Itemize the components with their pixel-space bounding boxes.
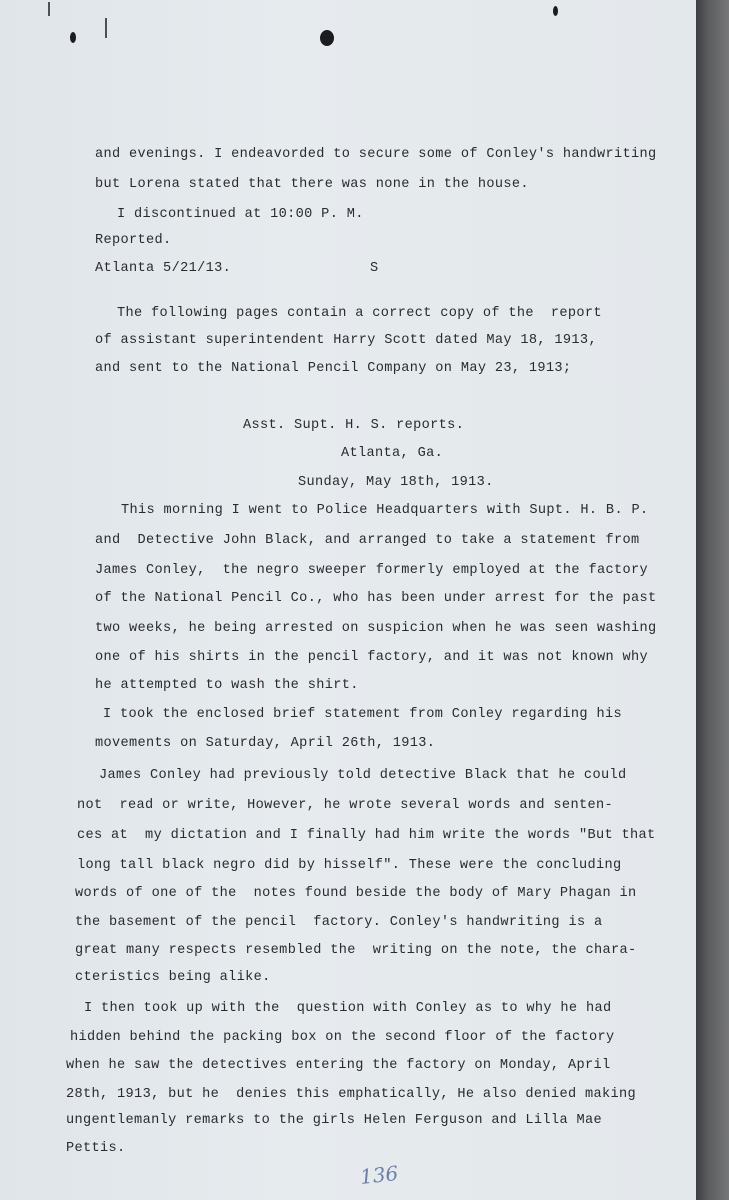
punch-hole	[320, 30, 334, 46]
text-line: I then took up with the question with Conley as to why he had	[84, 1001, 612, 1016]
text-line: I discontinued at 10:00 P. M.	[117, 207, 364, 222]
text-line: long tall black negro did by hisself". These were the concluding	[77, 858, 622, 873]
text-line: This morning I went to Police Headquarters with Supt. H. B. P.	[121, 503, 649, 518]
text-line: of the National Pencil Co., who has been under arrest for the past	[95, 591, 657, 606]
text-line: but Lorena stated that there was none in the house.	[95, 177, 529, 192]
text-line: The following pages contain a correct copy of the report	[117, 306, 602, 321]
text-line: Atlanta 5/21/13.	[95, 261, 232, 276]
text-line: 28th, 1913, but he denies this emphatically, He also denied making	[66, 1087, 637, 1102]
text-line: the basement of the pencil factory. Conley's handwriting is a	[75, 915, 603, 930]
background-edge	[696, 0, 729, 1200]
margin-mark	[48, 2, 50, 16]
margin-mark	[105, 18, 107, 38]
text-line: and Detective John Black, and arranged to take a statement from	[95, 533, 640, 548]
text-line: Reported.	[95, 233, 172, 248]
text-line: two weeks, he being arrested on suspicion when he was seen washing	[95, 621, 657, 636]
punch-hole	[70, 32, 76, 43]
text-line: when he saw the detectives entering the factory on Monday, April	[66, 1058, 611, 1073]
text-line: cteristics being alike.	[75, 970, 271, 985]
handwritten-page-number: 136	[358, 1161, 400, 1189]
text-line: James Conley, the negro sweeper formerly employed at the factory	[95, 563, 648, 578]
text-line: great many respects resembled the writing on the note, the chara-	[75, 943, 637, 958]
text-line: and sent to the National Pencil Company on May 23, 1913;	[95, 361, 572, 376]
text-line: James Conley had previously told detective Black that he could	[99, 768, 627, 783]
text-line: ungentlemanly remarks to the girls Helen Ferguson and Lilla Mae	[66, 1113, 602, 1128]
text-line: one of his shirts in the pencil factory, and it was not known why	[95, 650, 648, 665]
text-line: I took the enclosed brief statement from Conley regarding his	[103, 707, 622, 722]
punch-hole	[553, 6, 558, 16]
text-line: and evenings. I endeavorded to secure some of Conley's handwriting	[95, 147, 657, 162]
text-line: words of one of the notes found beside the body of Mary Phagan in	[75, 886, 637, 901]
text-line: not read or write, However, he wrote several words and senten-	[77, 798, 613, 813]
text-line: movements on Saturday, April 26th, 1913.	[95, 736, 436, 751]
text-line: hidden behind the packing box on the second floor of the factory	[70, 1030, 615, 1045]
text-line: of assistant superintendent Harry Scott dated May 18, 1913,	[95, 333, 597, 348]
text-line: Pettis.	[66, 1141, 126, 1156]
text-line: he attempted to wash the shirt.	[95, 678, 359, 693]
report-location: Atlanta, Ga.	[341, 446, 444, 461]
initial-mark: S	[370, 261, 379, 276]
report-date: Sunday, May 18th, 1913.	[298, 475, 494, 490]
report-heading: Asst. Supt. H. S. reports.	[243, 418, 465, 433]
text-line: ces at my dictation and I finally had him write the words "But that	[77, 828, 656, 843]
